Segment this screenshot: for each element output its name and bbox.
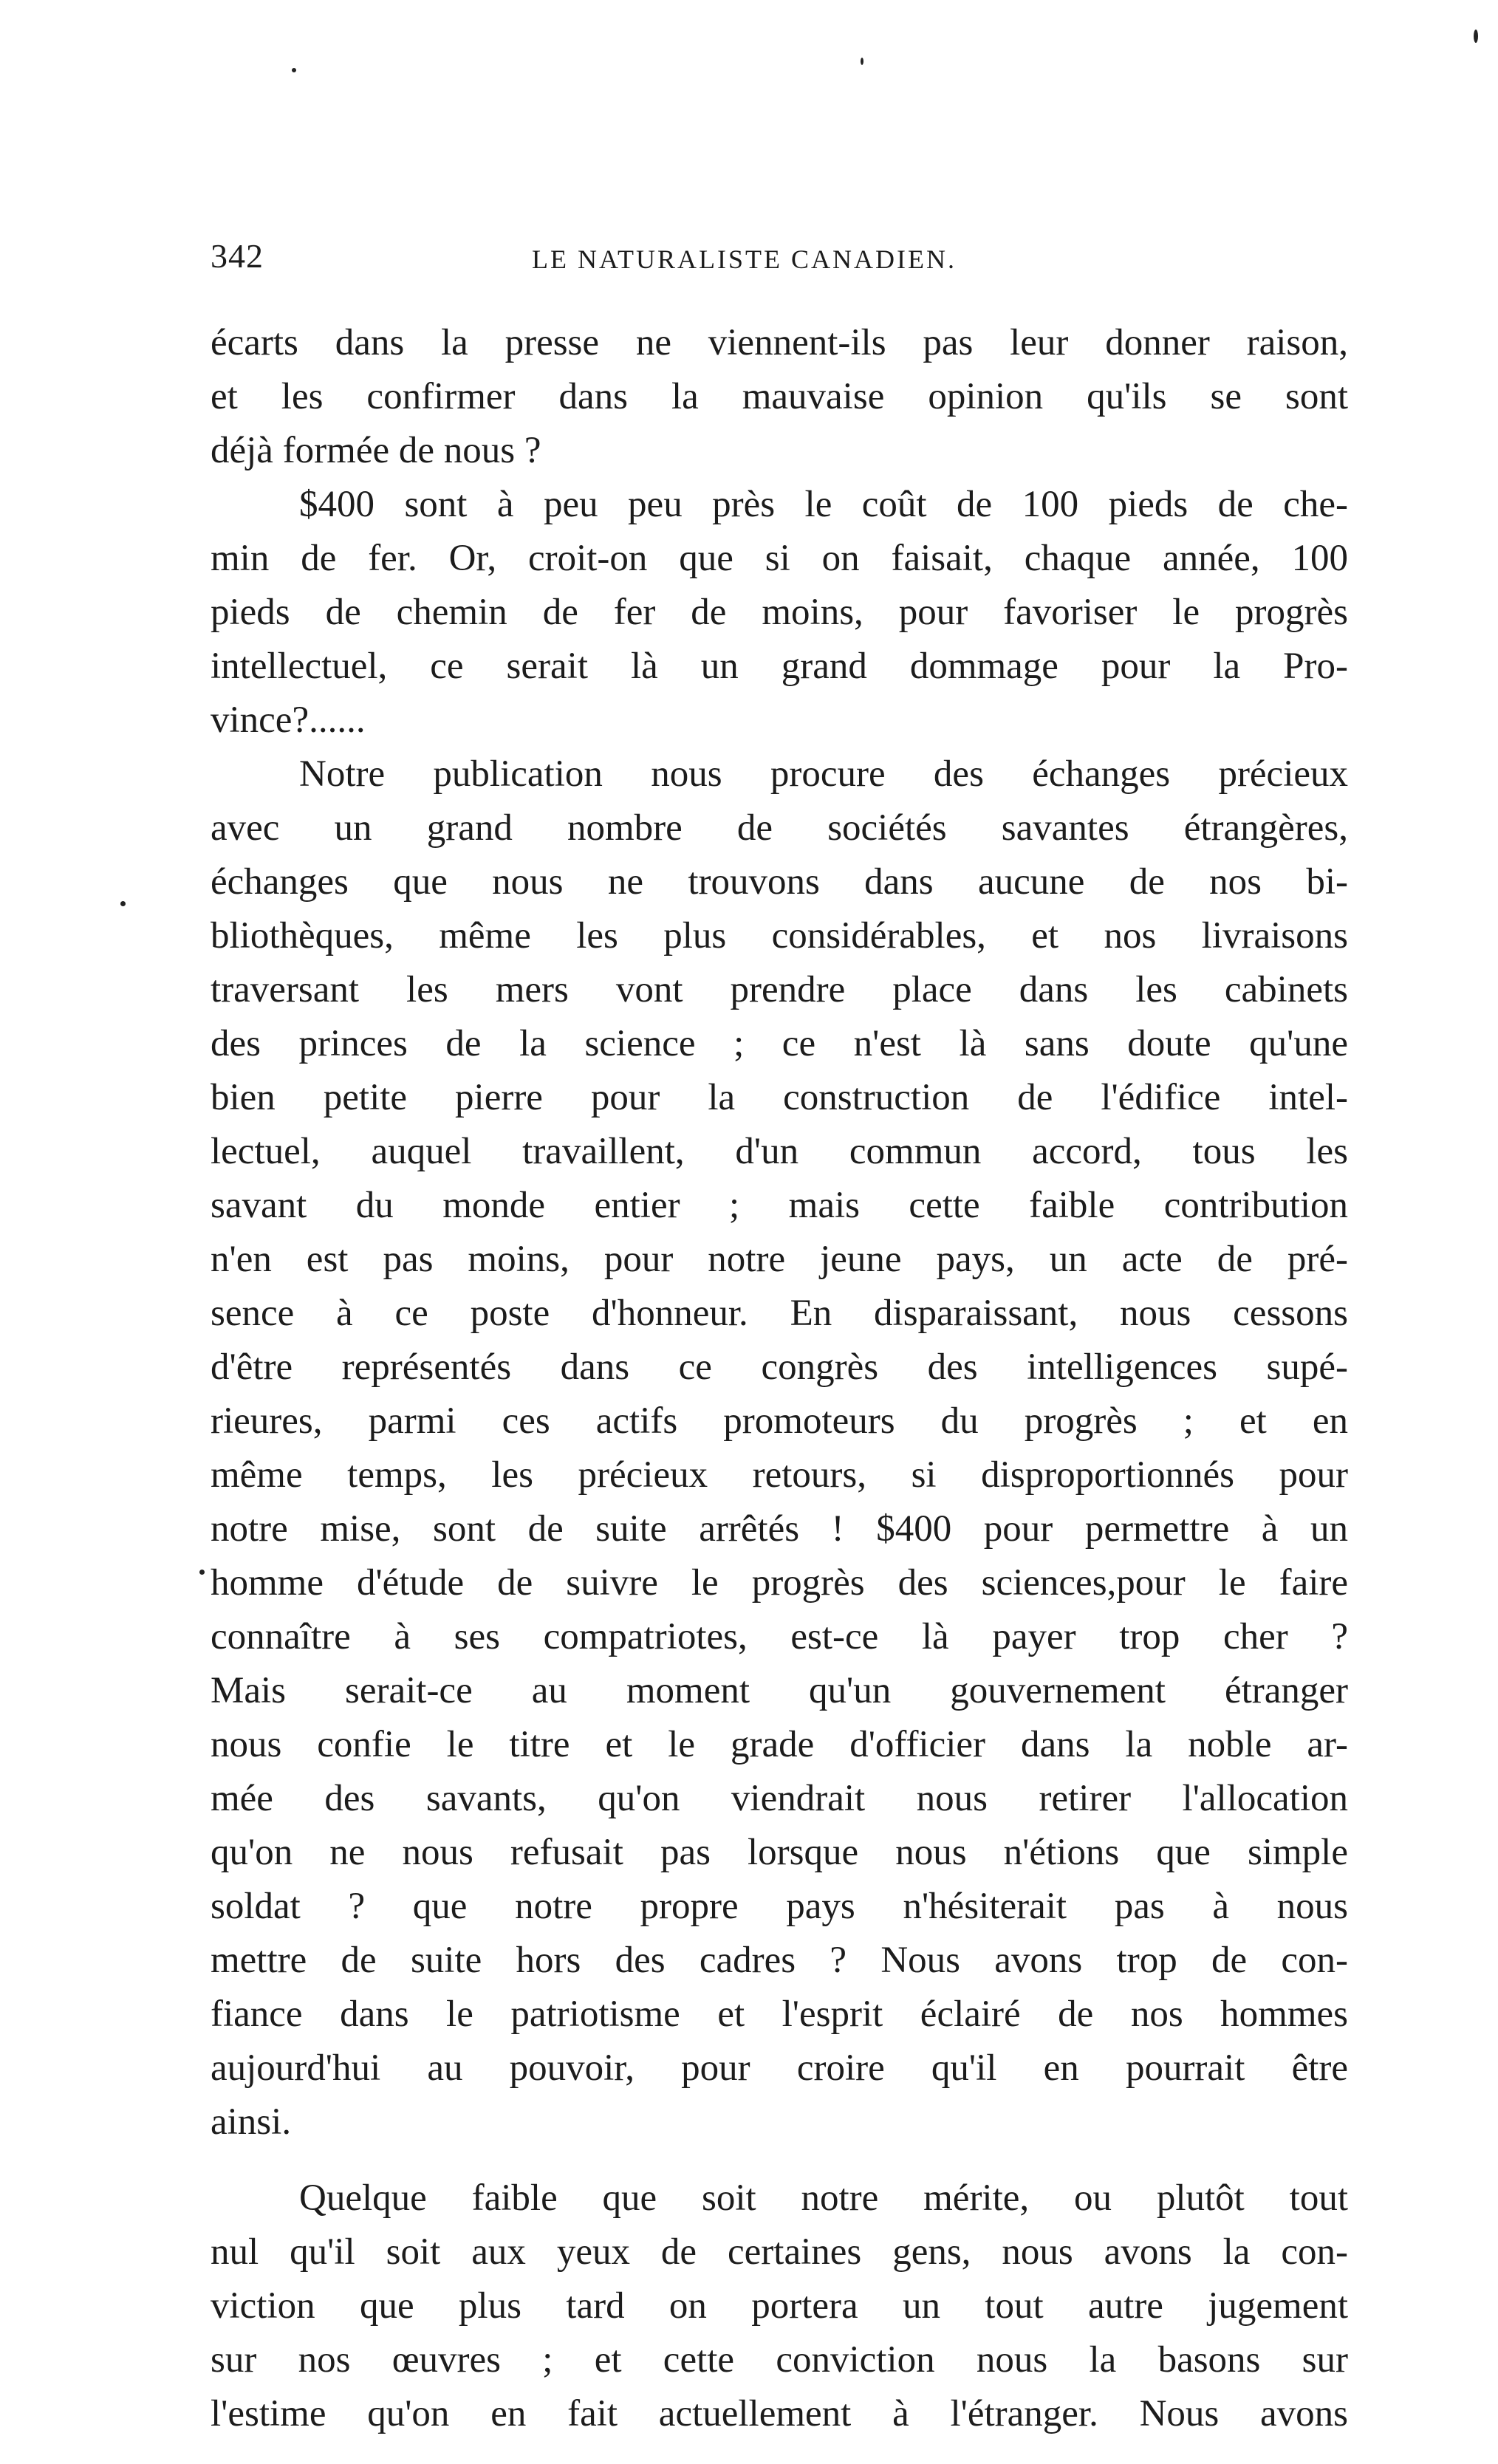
text-line: des princes de la science ; ce n'est là sans doute qu'une	[211, 1023, 1348, 1064]
text-line: $400 sont à peu peu près le coût de 100 pieds de che-	[299, 484, 1348, 525]
text-line: échanges que nous ne trouvons dans aucune de nos bi-	[211, 861, 1348, 903]
page-number: 342	[211, 237, 264, 275]
text-line: viction que plus tard on portera un tout autre jugement	[211, 2285, 1348, 2327]
text-line: Quelque faible que soit notre mérite, ou plutôt tout	[299, 2177, 1348, 2219]
paragraph-gap	[211, 2149, 1348, 2172]
scan-speck	[861, 58, 863, 65]
text-line: Notre publication nous procure des échanges précieux	[299, 753, 1348, 795]
text-line: nous confie le titre et le grade d'officier dans la noble ar-	[211, 1724, 1348, 1765]
text-line: avec un grand nombre de sociétés savantes étrangères,	[211, 807, 1348, 849]
text-line: mettre de suite hors des cadres ? Nous avons trop de con-	[211, 1940, 1348, 1981]
text-line: Mais serait-ce au moment qu'un gouvernement étranger	[211, 1670, 1348, 1711]
text-line: soldat ? que notre propre pays n'hésiterait pas à nous	[211, 1886, 1348, 1927]
text-line: et les confirmer dans la mauvaise opinion qu'ils se sont	[211, 376, 1348, 417]
body-text	[211, 316, 1348, 2441]
text-line: bien petite pierre pour la construction de l'édifice intel-	[211, 1077, 1348, 1118]
text-line: ainsi.	[211, 2101, 292, 2143]
scan-speck	[292, 68, 296, 72]
text-line: nul qu'il soit aux yeux de certaines gens, nous avons la con-	[211, 2231, 1348, 2273]
text-line: traversant les mers vont prendre place dans les cabinets	[211, 969, 1348, 1010]
text-line: intellectuel, ce serait là un grand dommage pour la Pro-	[211, 646, 1348, 687]
text-line: sur nos œuvres ; et cette conviction nous la basons sur	[211, 2339, 1348, 2381]
text-line: fiance dans le patriotisme et l'esprit éclairé de nos hommes	[211, 1994, 1348, 2035]
scan-speck	[1474, 30, 1478, 43]
running-title: LE NATURALISTE CANADIEN.	[532, 244, 957, 274]
scan-speck	[199, 1570, 205, 1575]
text-line: qu'on ne nous refusait pas lorsque nous n'étions que simple	[211, 1832, 1348, 1873]
text-line: sence à ce poste d'honneur. En disparaissant, nous cessons	[211, 1293, 1348, 1334]
text-line: homme d'étude de suivre le progrès des sciences,pour le faire	[211, 1562, 1348, 1604]
text-line: lectuel, auquel travaillent, d'un commun accord, tous les	[211, 1131, 1348, 1172]
text-line: d'être représentés dans ce congrès des intelligences supé-	[211, 1346, 1348, 1388]
scan-speck	[120, 901, 126, 906]
text-line: savant du monde entier ; mais cette faible contribution	[211, 1185, 1348, 1226]
text-line: même temps, les précieux retours, si disproportionnés pour	[211, 1454, 1348, 1496]
text-line: n'en est pas moins, pour notre jeune pays, un acte de pré-	[211, 1239, 1348, 1280]
text-line: min de fer. Or, croit-on que si on faisait, chaque année, 100	[211, 538, 1348, 579]
page-header	[211, 236, 1348, 295]
text-line: mée des savants, qu'on viendrait nous retirer l'allocation	[211, 1778, 1348, 1819]
text-line: l'estime qu'on en fait actuellement à l'étranger. Nous avons	[211, 2393, 1348, 2434]
text-line: notre mise, sont de suite arrêtés ! $400 pour permettre à un	[211, 1508, 1348, 1550]
text-line: aujourd'hui au pouvoir, pour croire qu'il en pourrait être	[211, 2047, 1348, 2089]
text-line: vince?......	[211, 699, 366, 741]
text-line: rieures, parmi ces actifs promoteurs du progrès ; et en	[211, 1400, 1348, 1442]
text-line: déjà formée de nous ?	[211, 430, 541, 471]
text-line: pieds de chemin de fer de moins, pour favoriser le progrès	[211, 592, 1348, 633]
text-line: connaître à ses compatriotes, est-ce là payer trop cher ?	[211, 1616, 1348, 1657]
text-line: écarts dans la presse ne viennent-ils pas leur donner raison,	[211, 322, 1348, 363]
text-line: bliothèques, même les plus considérables, et nos livraisons	[211, 915, 1348, 956]
